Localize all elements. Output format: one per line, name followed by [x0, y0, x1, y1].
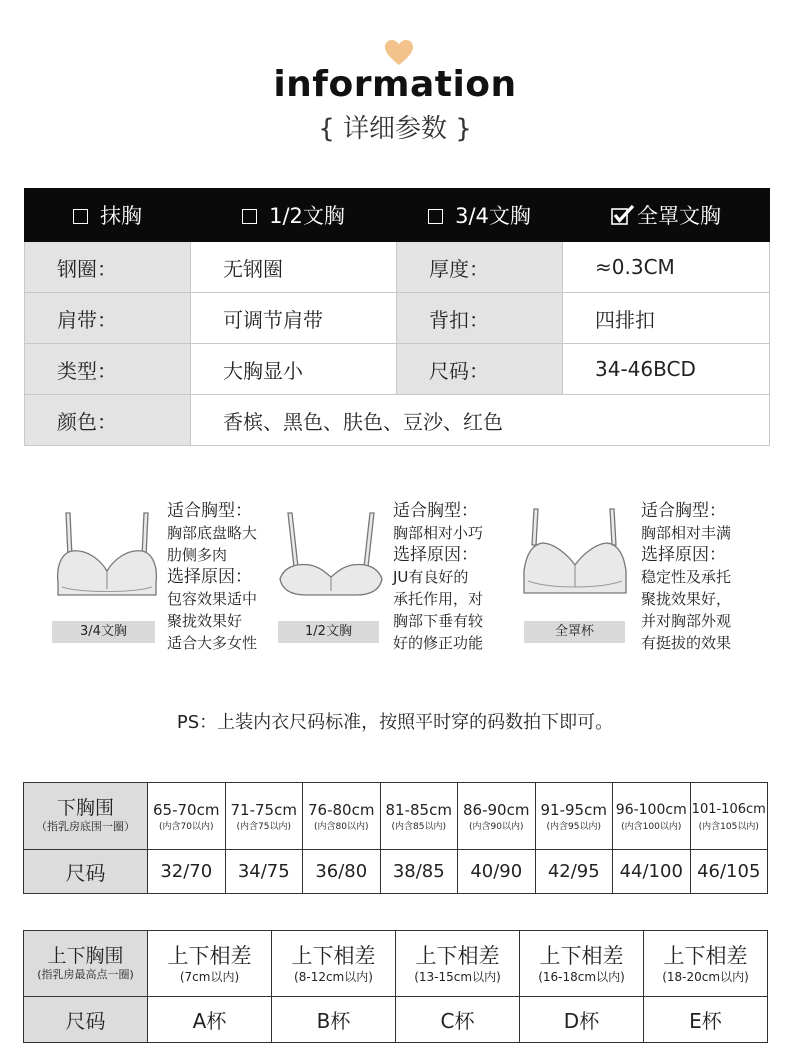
checkbox-icon [428, 209, 443, 224]
underbust-size-table [23, 782, 768, 894]
type-option-full: 全罩文胸 [563, 189, 770, 242]
size-cell: 36/80 [303, 850, 381, 894]
desc-heading: 选择原因： [393, 545, 478, 565]
size-cell: A杯 [148, 997, 272, 1043]
spec-value: 大胸显小 [191, 344, 397, 395]
bra-three-quarter-illustration [52, 505, 162, 605]
size-cell: 44/100 [613, 850, 691, 894]
checkbox-icon [73, 209, 88, 224]
desc-heading: 选择原因： [641, 545, 726, 565]
desc-line: 胸部底盘略大 [167, 524, 258, 542]
desc-line: 聚拢效果好 [167, 612, 243, 630]
cup-label-sub: (指乳房最高点一圈) [37, 967, 134, 981]
size-cell: 32/70 [148, 850, 226, 894]
range-cell: 81-85cm (内含85以内) [380, 783, 458, 850]
underbust-label-sub: （指乳房底围一圈） [36, 820, 135, 833]
cup-label: 上下胸围 [47, 944, 124, 967]
size-cell: B杯 [272, 997, 396, 1043]
style-type-row [25, 189, 770, 242]
type-option-three-quarter: 3/4文胸 [397, 189, 563, 242]
range-cell: 101-106cm (内含105以内) [690, 783, 768, 850]
product-tag: 1/2文胸 [278, 621, 379, 643]
desc-line: 聚拢效果好， [641, 590, 732, 608]
desc-heading: 选择原因： [167, 567, 252, 587]
underbust-size-row [24, 850, 768, 894]
color-list: 香槟、黑色、肤色、豆沙、红色 [191, 395, 770, 446]
diff-cell: 上下相差 (13-15cm以内) [396, 931, 520, 997]
desc-heading: 适合胸型： [641, 501, 726, 521]
desc-line: 有挺拔的效果 [641, 634, 732, 652]
size-cell: D杯 [520, 997, 644, 1043]
size-cell: 40/90 [458, 850, 536, 894]
cup-size-table [23, 930, 768, 1043]
size-cell: 38/85 [380, 850, 458, 894]
diff-cell: 上下相差 (8-12cm以内) [272, 931, 396, 997]
product-description [167, 500, 277, 654]
desc-line: 好的修正功能 [393, 634, 484, 652]
desc-line: 胸部相对小巧 [393, 524, 484, 542]
spec-label: 背扣： [397, 293, 563, 344]
size-label: 尺码 [24, 997, 148, 1043]
diff-cell: 上下相差 (16-18cm以内) [520, 931, 644, 997]
range-cell: 96-100cm (内含100以内) [613, 783, 691, 850]
range-cell: 86-90cm (内含90以内) [458, 783, 536, 850]
diff-cell: 上下相差 (18-20cm以内) [644, 931, 768, 997]
spec-row [25, 344, 770, 395]
spec-row [25, 293, 770, 344]
cup-diff-row [24, 931, 768, 997]
bra-full-cup-illustration [520, 505, 630, 605]
size-cell: C杯 [396, 997, 520, 1043]
spec-value: 34-46BCD [563, 344, 770, 395]
size-cell: 34/75 [225, 850, 303, 894]
desc-line: 胸部下垂有较 [393, 612, 484, 630]
ps-note: PS：上装内衣尺码标准，按照平时穿的码数拍下即可。 [176, 712, 614, 733]
cup-label-cell [24, 931, 148, 997]
spec-value: 四排扣 [563, 293, 770, 344]
spec-label: 尺码： [397, 344, 563, 395]
desc-line: 并对胸部外观 [641, 612, 732, 630]
underbust-label-cell [24, 783, 148, 850]
spec-row-color [25, 395, 770, 446]
product-tag: 3/4文胸 [52, 621, 155, 643]
spec-value: 可调节肩带 [191, 293, 397, 344]
desc-line: 胸部相对丰满 [641, 524, 732, 542]
page-subtitle: { 详细参数 } [318, 114, 472, 144]
spec-row [25, 242, 770, 293]
spec-label: 厚度： [397, 242, 563, 293]
spec-value: 无钢圈 [191, 242, 397, 293]
range-cell: 65-70cm (内含70以内) [148, 783, 226, 850]
desc-line: 包容效果适中 [167, 590, 258, 608]
size-cell: 46/105 [690, 850, 768, 894]
bra-half-cup-illustration [276, 505, 386, 605]
range-cell: 91-95cm (内含95以内) [535, 783, 613, 850]
type-option-half: 1/2文胸 [191, 189, 397, 242]
checkbox-icon [242, 209, 257, 224]
product-description [393, 500, 508, 654]
page-title: information [273, 64, 517, 105]
spec-table [24, 188, 770, 446]
desc-line: 承托作用，对 [393, 590, 484, 608]
spec-value: ≈0.3CM [563, 242, 770, 293]
diff-cell: 上下相差 (7cm以内) [148, 931, 272, 997]
heart-icon [385, 40, 413, 66]
cup-size-row [24, 997, 768, 1043]
spec-label: 类型： [25, 344, 191, 395]
underbust-range-row [24, 783, 768, 850]
product-tag: 全罩杯 [524, 621, 625, 643]
spec-label: 肩带： [25, 293, 191, 344]
spec-label: 颜色： [25, 395, 191, 446]
spec-label: 钢圈： [25, 242, 191, 293]
range-cell: 71-75cm (内含75以内) [225, 783, 303, 850]
desc-line: 适合大多女性 [167, 634, 258, 652]
desc-heading: 适合胸型： [167, 501, 252, 521]
range-cell: 76-80cm (内含80以内) [303, 783, 381, 850]
underbust-label: 下胸围 [56, 797, 114, 819]
desc-line: 肋侧多肉 [167, 546, 228, 564]
type-option-tube: 抹胸 [25, 189, 191, 242]
size-cell: E杯 [644, 997, 768, 1043]
desc-heading: 适合胸型： [393, 501, 478, 521]
checked-box-icon [611, 204, 635, 226]
size-cell: 42/95 [535, 850, 613, 894]
desc-line: 稳定性及承托 [641, 568, 732, 586]
size-label: 尺码 [24, 850, 148, 894]
desc-line: JU有良好的 [393, 568, 469, 586]
product-description [641, 500, 766, 654]
